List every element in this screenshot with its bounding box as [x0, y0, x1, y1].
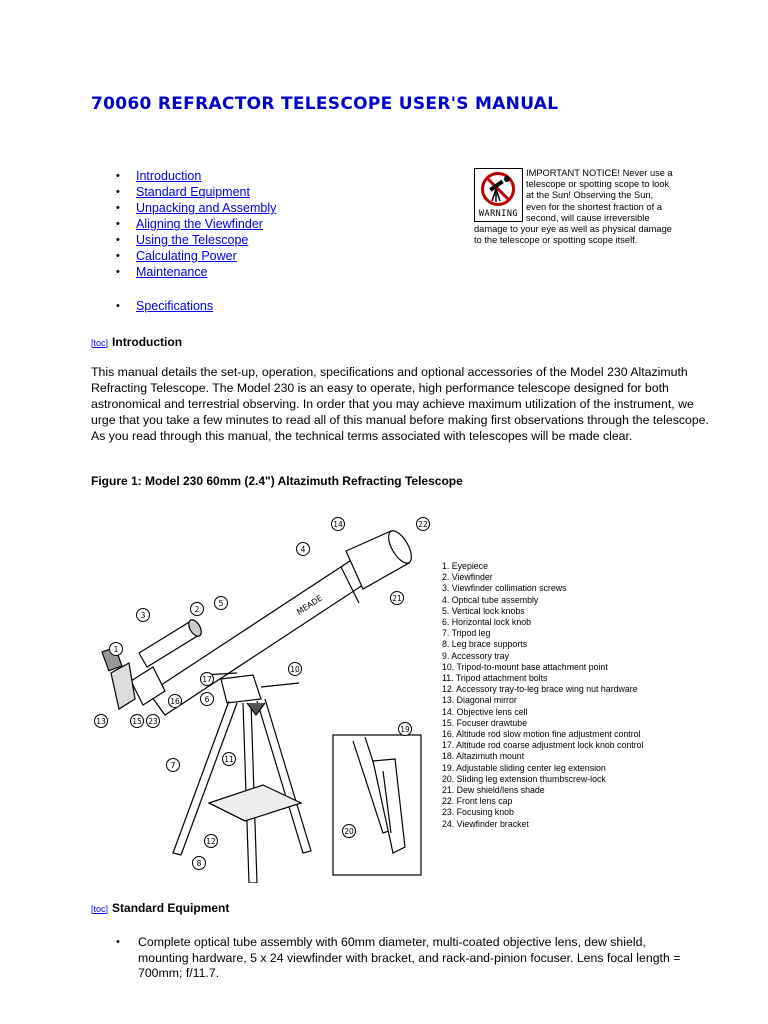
- toc-link-unpacking[interactable]: Unpacking and Assembly: [136, 201, 277, 215]
- legend-item: 9. Accessory tray: [442, 650, 509, 661]
- callout-number: 23: [148, 716, 158, 726]
- callout-number: 19: [400, 724, 410, 734]
- legend-item: 20. Sliding leg extension thumbscrew-lock: [442, 773, 606, 784]
- legend-item: 13. Diagonal mirror: [442, 695, 517, 706]
- accessory-tray: [209, 785, 301, 821]
- legend-item: 24. Viewfinder bracket: [442, 818, 529, 829]
- callout-number: 12: [206, 836, 216, 846]
- callout-number: 20: [344, 826, 354, 836]
- toc-item: [110, 264, 276, 280]
- toc-link-specifications[interactable]: Specifications: [136, 299, 214, 313]
- toc-link-calculating-power[interactable]: Calculating Power: [136, 249, 237, 263]
- toc-link-introduction[interactable]: Introduction: [136, 169, 202, 183]
- callout-number: 6: [204, 694, 210, 704]
- legend-item: 18. Altazimuth mount: [442, 751, 525, 762]
- legend-item: 14. Objective lens cell: [442, 706, 528, 717]
- legend-item: 12. Accessory tray-to-leg brace wing nut hardware: [442, 684, 638, 695]
- intro-paragraph: This manual details the set-up, operation, specifications and optional accessories of the Model 230 Altazimuth Refracting Telescope. The Model 230 is an easy to operate, high performance telescope designed for both astronomical and terrestrial observing. In order that you may achieve maximum utilization of the instrument, we urge that you take a few minutes to read all of this manual before making first observations through the telescope. As you read through this manual, the technical terms associated with telescopes will be made clear.: [91, 365, 709, 443]
- callout-number: 13: [96, 716, 106, 726]
- callout-number: 16: [170, 696, 180, 706]
- toc-item: [110, 184, 276, 200]
- warning-label: WARNING: [478, 208, 519, 219]
- legend-item: 21. Dew shield/lens shade: [442, 785, 545, 796]
- legend-item: 11. Tripod attachment bolts: [442, 673, 548, 684]
- table-of-contents: [110, 168, 276, 314]
- telescope-diagram: [91, 503, 437, 883]
- toc-link-standard-equipment[interactable]: Standard Equipment: [136, 185, 250, 199]
- legend-item: 3. Viewfinder collimation screws: [442, 583, 567, 594]
- legend-item: 23. Focusing knob: [442, 807, 514, 818]
- callout-number: 1: [113, 644, 119, 654]
- altazimuth-mount: [221, 675, 261, 703]
- toc-back-link[interactable]: [toc]: [91, 904, 109, 914]
- sun-warning-notice: [474, 168, 674, 246]
- legend-item: 7. Tripod leg: [442, 628, 491, 639]
- toc-item: [110, 168, 276, 184]
- callout-number: 11: [224, 754, 234, 764]
- toc-link-using[interactable]: Using the Telescope: [136, 233, 249, 247]
- callout-number: 10: [290, 664, 300, 674]
- legend-item: 22. Front lens cap: [442, 796, 513, 807]
- callout-number: 8: [196, 858, 202, 868]
- notice-text: IMPORTANT NOTICE! Never use a telescope or spotting scope to look at the Sun! Observing the Sun, even for the shortest fraction of a second, will cause irreversible damage to your eye as well as physical damage to the telescope or spotting scope itself.: [474, 168, 673, 246]
- toc-back-link[interactable]: [toc]: [91, 338, 109, 348]
- legend-item: 17. Altitude rod coarse adjustment lock knob control: [442, 740, 644, 751]
- legend-item: 15. Focuser drawtube: [442, 717, 528, 728]
- callout-number: 3: [140, 610, 146, 620]
- tripod-leg-right: [257, 699, 311, 853]
- equipment-list: [110, 935, 690, 982]
- callout-number: 21: [392, 593, 402, 603]
- legend-item: 1. Eyepiece: [442, 561, 488, 571]
- legend-item: 16. Altitude rod slow motion fine adjustment control: [442, 729, 641, 740]
- section-heading-standard-equipment: [toc] Standard Equipment: [91, 901, 230, 915]
- tube-brand-label: MEADE: [295, 593, 325, 617]
- callout-number: 17: [202, 674, 212, 684]
- callout-number: 14: [333, 519, 343, 529]
- detail-inset: [333, 735, 421, 875]
- legend-item: 4. Optical tube assembly: [442, 594, 539, 605]
- parts-legend: [442, 561, 643, 830]
- legend-item: 6. Horizontal lock knob: [442, 617, 531, 628]
- toc-item: [110, 248, 276, 264]
- legend-item: 10. Tripod-to-mount base attachment point: [442, 661, 608, 672]
- toc-item: [110, 216, 276, 232]
- legend-item: 5. Vertical lock knobs: [442, 605, 525, 616]
- figure-caption: Figure 1: Model 230 60mm (2.4") Altazimuth Refracting Telescope: [91, 474, 463, 488]
- legend-item: 2. Viewfinder: [442, 572, 493, 583]
- callout-number: 7: [170, 760, 176, 770]
- warning-icon: [474, 168, 523, 222]
- page-title: 70060 REFRACTOR TELESCOPE USER'S MANUAL: [91, 94, 559, 114]
- toc-link-maintenance[interactable]: Maintenance: [136, 265, 208, 279]
- toc-item: [110, 200, 276, 216]
- toc-item: [110, 232, 276, 248]
- section-heading-introduction: [toc] Introduction: [91, 335, 183, 349]
- list-item: • Complete optical tube assembly with 60mm diameter, multi-coated objective lens, dew shield, mounting hardware, 5 x 24 viewfinder with bracket, and rack-and-pinion focuser. Lens focal length = 700mm; f/11.7.: [110, 935, 690, 982]
- legend-item: 19. Adjustable sliding center leg extension: [442, 762, 606, 773]
- diagonal-mirror: [111, 663, 135, 709]
- callout-number: 22: [418, 519, 428, 529]
- toc-item: [110, 298, 276, 314]
- callout-number: 15: [132, 716, 142, 726]
- legend-item: 8. Leg brace supports: [442, 639, 528, 650]
- callout-number: 4: [300, 544, 306, 554]
- callout-number: 2: [194, 604, 200, 614]
- toc-link-aligning[interactable]: Aligning the Viewfinder: [136, 217, 263, 231]
- callout-number: 5: [218, 598, 224, 608]
